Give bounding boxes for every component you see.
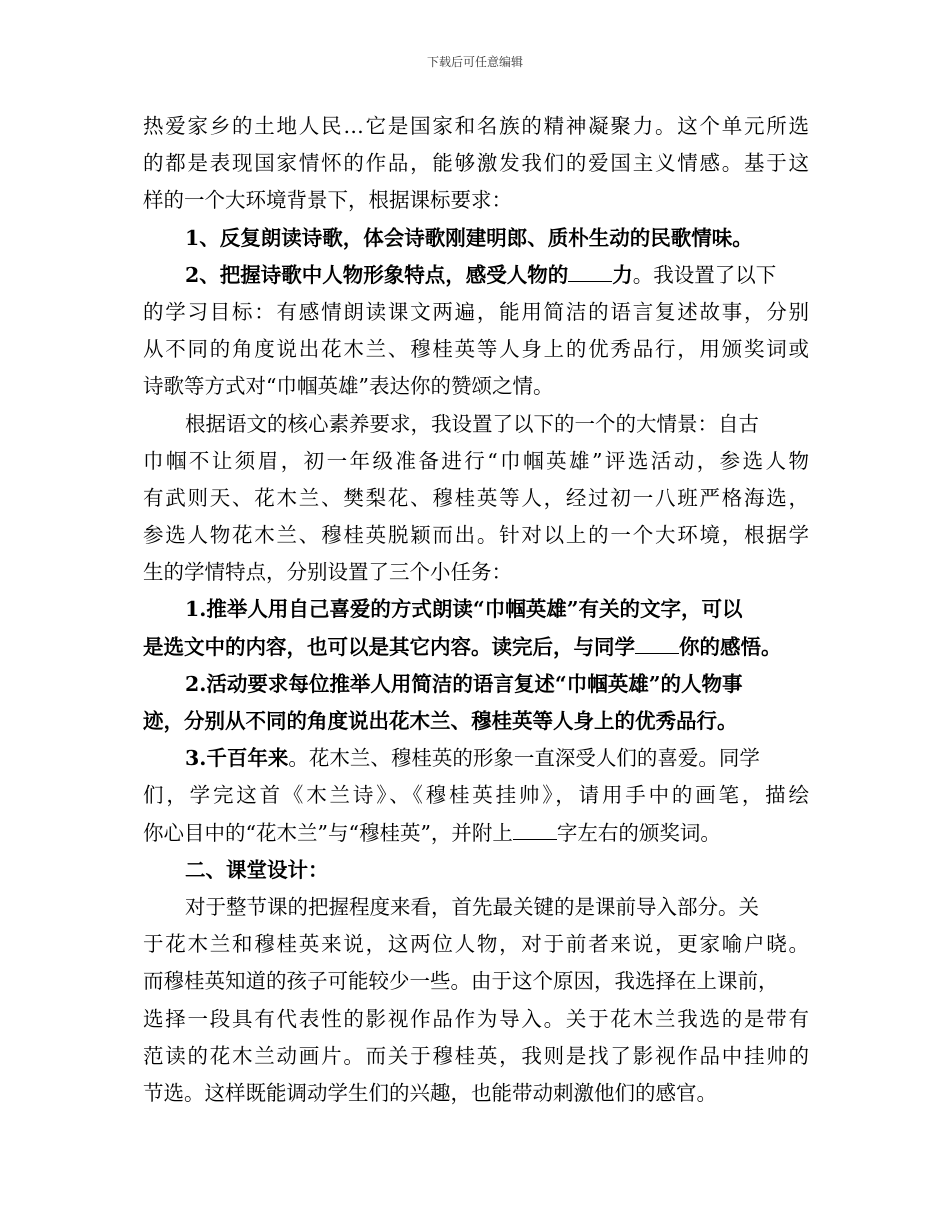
paragraph-line: 参选人物花木兰、穆桂英脱颖而出。针对以上的一个大环境，根据学	[143, 523, 809, 548]
paragraph-line: 有武则天、花木兰、樊梨花、穆桂英等人，经过初一八班严格海选，	[143, 485, 809, 510]
objective-2	[143, 257, 809, 294]
paragraph-line: 范读的花木兰动画片。而关于穆桂英，我则是找了影视作品中挂帅的	[143, 1043, 809, 1068]
paragraph-line: 的学习目标：有感情朗读课文两遍，能用简洁的语言复述故事，分别	[143, 299, 809, 324]
objective-2-tail: 。我设置了以下	[632, 262, 777, 287]
section-heading: 二、课堂设计：	[185, 857, 329, 882]
task-2: 2.活动要求每位推举人用简洁的语言复述“巾帼英雄”的人物事	[185, 671, 743, 696]
paragraph-line: 生的学情特点，分别设置了三个小任务：	[143, 560, 512, 585]
paragraph-line: 们，学完这首《木兰诗》、《穆桂英挂帅》，请用手中的画笔，描绘	[143, 783, 809, 808]
paragraph-line: 的都是表现国家情怀的作品，能够激发我们的爱国主义情感。基于这	[143, 151, 809, 176]
task-3	[143, 740, 809, 777]
paragraph-line: 从不同的角度说出花木兰、穆桂英等人身上的优秀品行，用颁奖词或	[143, 337, 809, 362]
objective-2-text: 2、把握诗歌中人物形象特点，感受人物的	[185, 262, 569, 287]
task-3-suffix: 字左右的颁奖词。	[556, 820, 721, 845]
paragraph-line: 巾帼不让须眉，初一年级准备进行“巾帼英雄”评选活动，参选人物	[143, 448, 809, 473]
task-3-text-end: 你心目中的“花木兰”与“穆桂英”，并附上	[143, 820, 513, 845]
task-2-continued: 迹，分别从不同的角度说出花木兰、穆桂英等人身上的优秀品行。	[143, 709, 738, 733]
task-1-text: 是选文中的内容，也可以是其它内容。读完后，与同学	[143, 634, 635, 659]
fill-blank	[513, 817, 557, 840]
task-1: 1.推举人用自己喜爱的方式朗读“巾帼英雄”有关的文字，可以	[185, 597, 743, 622]
paragraph-line: 而穆桂英知道的孩子可能较少一些。由于这个原因，我选择在上课前，	[143, 969, 779, 994]
task-3-text: 。花木兰、穆桂英的形象一直深受人们的喜爱。同学	[288, 746, 760, 771]
task-1-continued	[143, 629, 809, 666]
paragraph-line: 对于整节课的把握程度来看，首先最关键的是课前导入部分。关	[185, 894, 759, 919]
fill-blank	[635, 631, 679, 654]
task-3-lead: 3.千百年来	[185, 746, 289, 771]
page-header: 下载后可任意编辑	[426, 55, 523, 69]
paragraph-line	[143, 815, 809, 852]
paragraph-line: 样的一个大环境背景下，根据课标要求：	[143, 188, 512, 213]
paragraph-line: 诗歌等方式对“巾帼英雄”表达你的赞颂之情。	[143, 374, 554, 399]
fill-blank	[568, 259, 612, 282]
document-body	[143, 108, 809, 1112]
objective-1: 1、反复朗读诗歌，体会诗歌刚建明郎、质朴生动的民歌情味。	[185, 225, 753, 250]
paragraph-line: 于花木兰和穆桂英来说，这两位人物，对于前者来说，更家喻户晓。	[143, 932, 809, 957]
paragraph-line: 节选。这样既能调动学生们的兴趣，也能带动刺激他们的感官。	[143, 1080, 717, 1105]
paragraph-line: 热爱家乡的土地人民…它是国家和名族的精神凝聚力。这个单元所选	[143, 114, 809, 138]
objective-2-suffix: 力	[612, 262, 633, 287]
paragraph-line: 根据语文的核心素养要求，我设置了以下的一个的大情景：自古	[185, 411, 759, 436]
paragraph-line: 选择一段具有代表性的影视作品作为导入。关于花木兰我选的是带有	[143, 1006, 809, 1031]
task-1-suffix: 你的感悟。	[679, 634, 782, 659]
